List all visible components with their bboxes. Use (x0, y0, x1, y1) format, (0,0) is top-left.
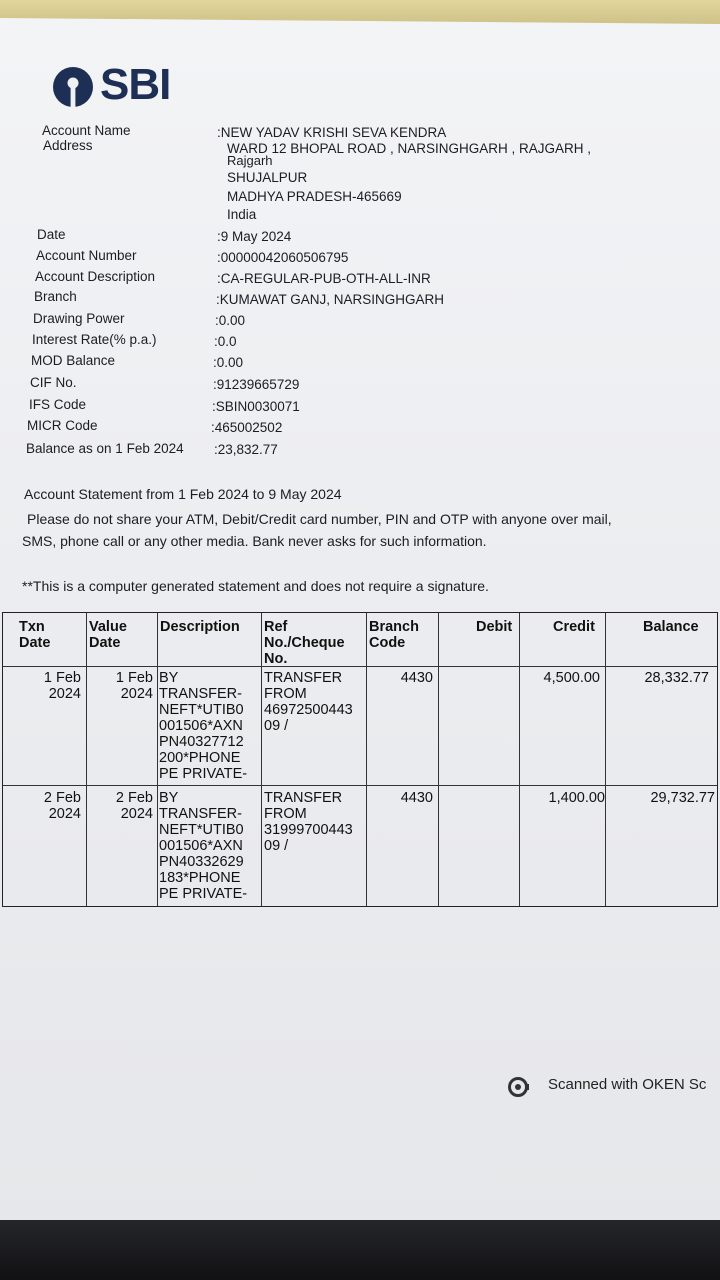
cell-credit: 4,500.00 (543, 670, 600, 686)
statement-period: Account Statement from 1 Feb 2024 to 9 May 2024 (24, 486, 342, 502)
cell-txn-date: 1 Feb 2024 (43, 670, 81, 702)
detail-label: Branch (34, 289, 77, 304)
detail-label: MICR Code (27, 418, 98, 433)
row-divider (3, 666, 717, 667)
column-divider (438, 613, 439, 906)
sbi-logo (52, 62, 212, 110)
account-name-value: :NEW YADAV KRISHI SEVA KENDRA (217, 125, 447, 140)
column-divider (366, 613, 367, 906)
detail-label: Account Number (36, 248, 137, 263)
row-divider (3, 785, 717, 786)
address-label: Address (43, 138, 93, 153)
cell-description: BY TRANSFER- NEFT*UTIB0 001506*AXN PN40332629 183*PHONE PE PRIVATE- (159, 790, 248, 902)
cell-ref: TRANSFER FROM 46972500443 09 / (264, 670, 353, 734)
detail-value: :00000042060506795 (217, 250, 349, 265)
header-credit: Credit (553, 619, 595, 635)
computer-generated-disclaimer: **This is a computer generated statement and does not require a signature. (22, 578, 489, 594)
detail-value: :465002502 (211, 420, 283, 435)
header-txn-date: Txn Date (19, 619, 51, 651)
detail-label: Drawing Power (33, 311, 125, 326)
header-branch-code: Branch Code (369, 619, 419, 651)
column-divider (605, 613, 606, 906)
address-line: SHUJALPUR (227, 170, 308, 185)
detail-value: :9 May 2024 (217, 229, 292, 244)
cell-value-date: 1 Feb 2024 (115, 670, 153, 702)
detail-value: :0.0 (214, 334, 237, 349)
detail-label: CIF No. (30, 375, 77, 390)
security-notice-line: Please do not share your ATM, Debit/Credit card number, PIN and OTP with anyone over mail, (27, 511, 612, 527)
detail-value: :KUMAWAT GANJ, NARSINGHGARH (216, 292, 445, 307)
header-ref: Ref No./Cheque No. (264, 619, 345, 667)
column-divider (86, 613, 87, 906)
address-line: MADHYA PRADESH-465669 (227, 189, 402, 204)
address-line: Rajgarh (227, 153, 273, 168)
column-divider (519, 613, 520, 906)
address-line: India (227, 207, 257, 222)
account-name-label: Account Name (42, 123, 131, 138)
detail-value: :CA-REGULAR-PUB-OTH-ALL-INR (217, 271, 431, 286)
detail-label: MOD Balance (31, 353, 116, 368)
sbi-keyhole-icon (52, 66, 94, 108)
detail-value: :SBIN0030071 (212, 399, 300, 414)
column-divider (261, 613, 262, 906)
cell-branch-code: 4430 (400, 790, 433, 806)
watermark-text: Scanned with OKEN Sc (548, 1076, 707, 1093)
security-notice-line: SMS, phone call or any other media. Bank never asks for such information. (22, 533, 487, 549)
cell-balance: 29,732.77 (650, 790, 715, 806)
bank-name: SBI (100, 60, 171, 109)
cell-description: BY TRANSFER- NEFT*UTIB0 001506*AXN PN40327712 200*PHONE PE PRIVATE- (159, 670, 248, 782)
header-debit: Debit (476, 619, 513, 635)
cell-branch-code: 4430 (400, 670, 433, 686)
detail-value: :0.00 (215, 313, 246, 328)
detail-label: IFS Code (29, 397, 87, 412)
header-value-date: Value Date (89, 619, 127, 651)
detail-label: Date (37, 227, 66, 242)
detail-label: Balance as on 1 Feb 2024 (26, 441, 184, 456)
table-surface (0, 1220, 720, 1280)
cell-balance: 28,332.77 (644, 670, 709, 686)
cell-value-date: 2 Feb 2024 (115, 790, 153, 822)
transactions-table (2, 612, 718, 907)
header-balance: Balance (643, 619, 699, 635)
detail-value: :23,832.77 (214, 442, 278, 457)
detail-label: Account Description (35, 269, 156, 284)
detail-value: :91239665729 (213, 377, 300, 392)
address-line: WARD 12 BHOPAL ROAD , NARSINGHGARH , RAJGARH , (227, 141, 592, 156)
column-divider (157, 613, 158, 906)
detail-label: Interest Rate(% p.a.) (32, 332, 157, 347)
header-description: Description (160, 619, 240, 635)
detail-value: :0.00 (213, 355, 244, 370)
cell-ref: TRANSFER FROM 31999700443 09 / (264, 790, 353, 854)
cell-txn-date: 2 Feb 2024 (43, 790, 81, 822)
okenscanner-icon (508, 1076, 530, 1098)
cell-credit: 1,400.00 (548, 790, 605, 806)
